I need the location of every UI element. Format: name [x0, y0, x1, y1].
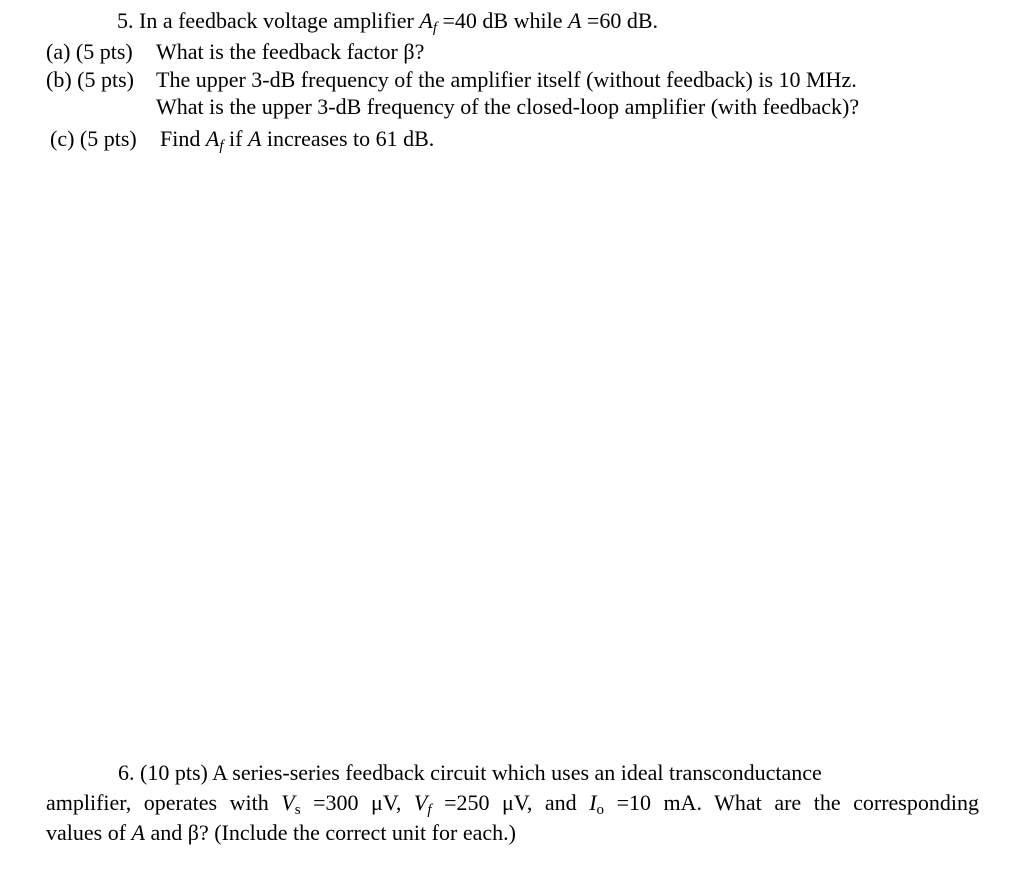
- part-b-label: (b) (5 pts): [46, 67, 134, 92]
- q5-heading-text: 5. In a feedback voltage amplifier: [117, 8, 420, 33]
- question-6: [46, 758, 979, 848]
- af-variable: A: [205, 126, 220, 151]
- vs-variable: V: [281, 790, 295, 815]
- part-b-text-line1: The upper 3-dB frequency of the amplifier itself (without feedback) is 10 MHz.: [156, 67, 857, 92]
- a-variable: A: [567, 8, 582, 33]
- vs-subscript: s: [294, 802, 301, 818]
- question-5-heading: [117, 7, 658, 35]
- q6-line1-text: 6. (10 pts) A series-series feedback circuit which uses an ideal transconductance: [118, 760, 822, 785]
- q6-line3-text-a: values of: [46, 820, 132, 845]
- q6-line2-text-b: =300 μV,: [300, 790, 414, 815]
- q6-line2-text-d: =10 mA. What are the corresponding: [604, 790, 979, 815]
- part-c-text: [160, 125, 434, 153]
- q6-line2-text-c: =250 μV, and: [431, 790, 590, 815]
- a-variable: A: [247, 126, 262, 151]
- part-c-find: Find: [160, 126, 206, 151]
- part-b-text-line2: What is the upper 3-dB frequency of the closed-loop amplifier (with feedback)?: [156, 94, 860, 119]
- q6-line3-text-b: and β? (Include the correct unit for each.): [144, 820, 516, 845]
- part-c-label: (c) (5 pts): [50, 126, 137, 151]
- part-c-if: if: [223, 126, 248, 151]
- q6-line2: [46, 788, 979, 818]
- q6-line3: [46, 818, 979, 848]
- af-variable: A: [419, 8, 433, 33]
- q6-line2-text-a: amplifier, operates with: [46, 790, 282, 815]
- part-a-text: What is the feedback factor β?: [156, 39, 425, 64]
- io-variable: I: [589, 790, 597, 815]
- io-subscript: o: [596, 802, 605, 818]
- vf-variable: V: [413, 790, 428, 815]
- a-variable: A: [131, 820, 145, 845]
- part-c-rest: increases to 61 dB.: [261, 126, 435, 151]
- af-subscript: f: [432, 20, 437, 36]
- q5-heading-text-end: =60 dB.: [581, 8, 659, 33]
- vf-subscript: f: [427, 802, 432, 818]
- q6-line1: [46, 758, 979, 788]
- q5-heading-text-mid: =40 dB while: [437, 8, 568, 33]
- part-a-label: (a) (5 pts): [46, 39, 133, 64]
- af-subscript: f: [219, 138, 224, 154]
